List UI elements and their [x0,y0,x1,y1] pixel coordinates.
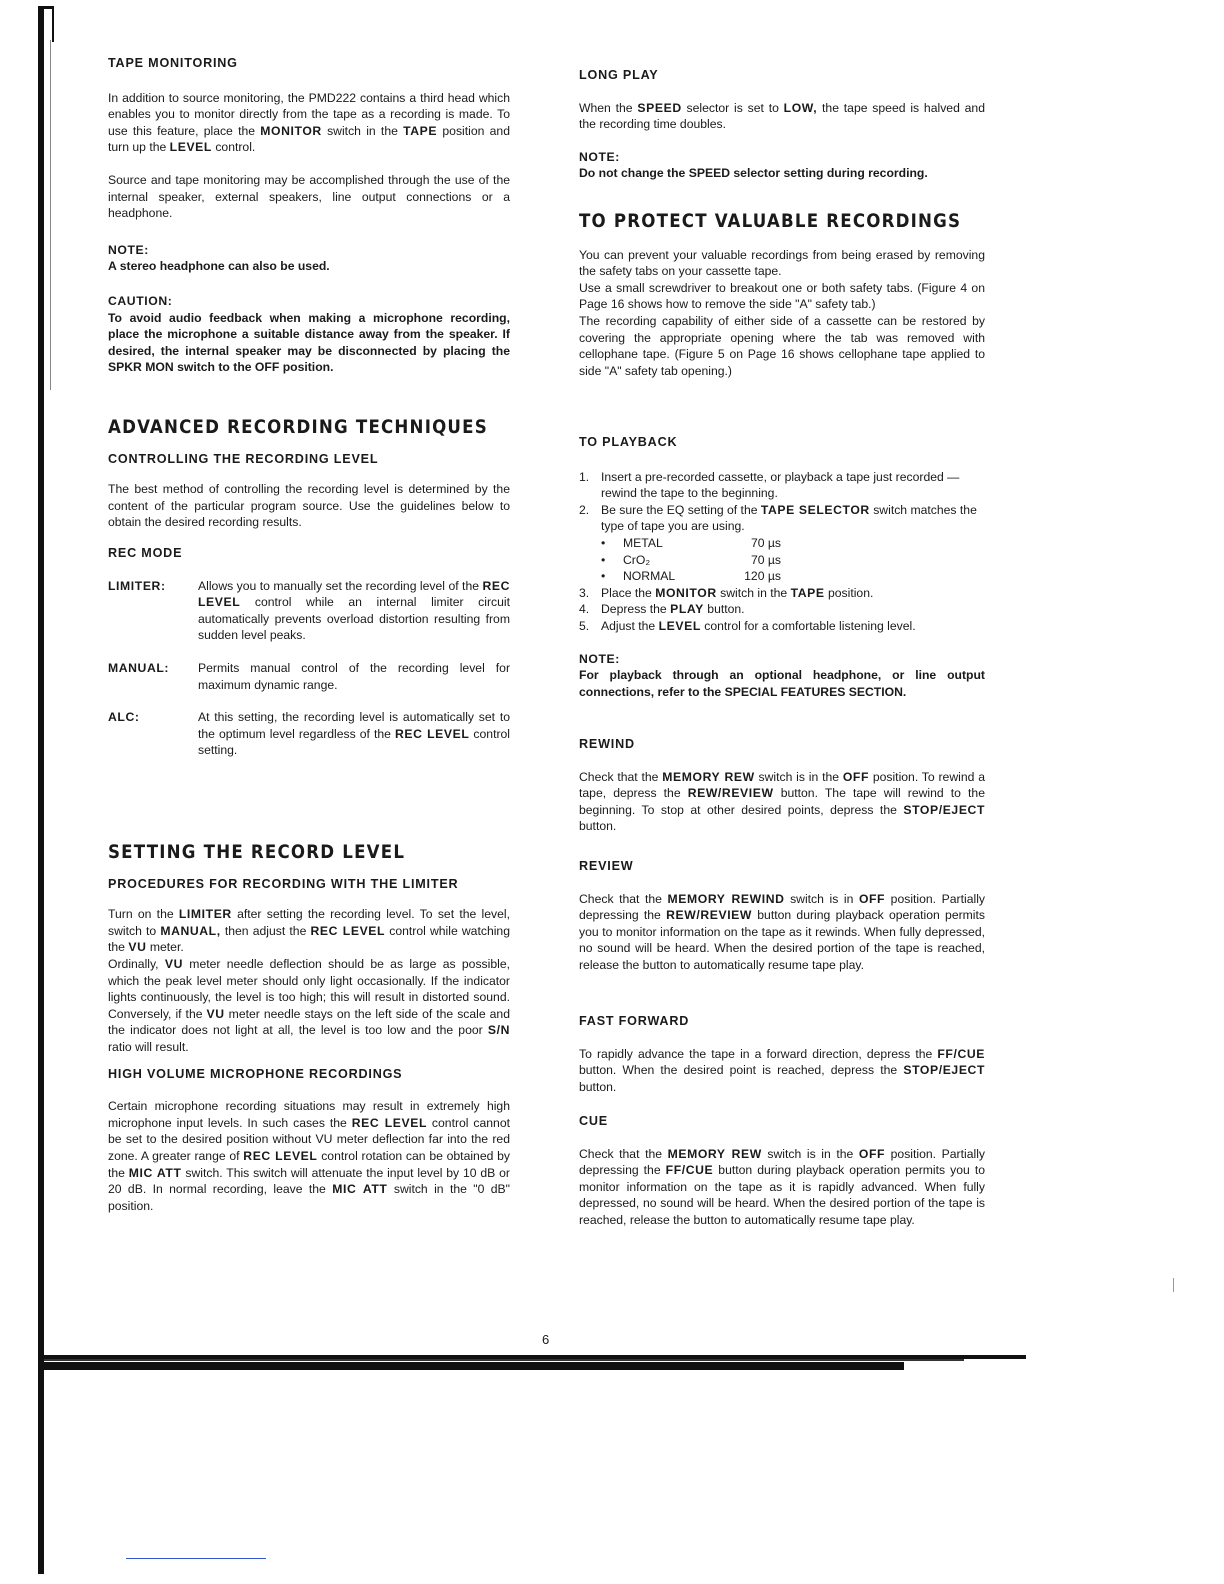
eq-item: • METAL 70 µs [601,535,781,550]
bottom-rule [44,1359,964,1361]
tape-monitoring-section [108,55,510,376]
protect-p1: You can prevent your valuable recordings from being erased by removing the safety tabs on your cassette tape. [579,247,985,279]
mode-desc: Allows you to manually set the recording level of the REC LEVEL control while an internal limiter circuit automatically prevents overload distortion resulting from sudden level peaks. [198,578,510,643]
protect-p3: The recording capability of either side of a cassette can be restored by covering the appropriate opening where the tab was removed with cellophane tape. (Figure 5 on Page 16 shows cellophane tape applied to side "A" safety tab opening.) [579,313,985,378]
note-label: NOTE: [108,242,149,257]
playback-step: 2. Be sure the EQ setting of the TAPE SELECTOR switch matches the type of tape you are using. [579,502,977,534]
mode-term: LIMITER: [108,578,166,593]
ff-section [579,1013,985,1095]
cue-p1: Check that the MEMORY REW switch is in the OFF position. Partially depressing the FF/CUE button during playback operation permits you to monitor information on the tape as it is rapidly advanced. When fully depressed, no sound will be heard. When the desired portion of the tape is reached, release the button to automatically resume tape play. [579,1146,985,1227]
page-number: 6 [542,1332,550,1347]
setting-heading: SETTING THE RECORD LEVEL [108,842,406,863]
setting-p3: Certain microphone recording situations may result in extremely high microphone input levels. In such cases the REC LEVEL control cannot be set to the desired position without VU meter deflection far into the red zone. A greater range of REC LEVEL control rotation can be obtained by the MIC ATT switch. This switch will attenuate the input level by 10 dB or 20 dB. In normal recording, leave the MIC ATT switch in the "0 dB" position. [108,1099,511,1213]
mode-desc: At this setting, the recording level is automatically set to the optimum level regardless of the REC LEVEL control setting. [198,710,511,758]
long-play-p1: When the SPEED selector is set to LOW, the tape speed is halved and the recording time doubles. [579,100,985,132]
bottom-rule [44,1362,904,1370]
controlling-level-p1: The best method of controlling the recording level is determined by the content of the particular program source. Use the guidelines below to obtain the desired recording results. [108,482,510,530]
note-label: NOTE: [579,149,620,164]
binding-shadow [50,40,51,390]
review-section [579,858,985,974]
ff-heading: FAST FORWARD [579,1014,690,1028]
note-label: NOTE: [579,651,620,666]
playback-step: 3. Place the MONITOR switch in the TAPE position. [579,585,874,600]
playback-section [579,434,985,700]
playback-step: 5. Adjust the LEVEL control for a comfortable listening level. [579,618,916,633]
setting-p2: Ordinally, VU meter needle deflection should be as large as possible, which the peak level meter should only light occasionally. If the indicator lights continuously, the level is too high; this will result in distorted sound. Conversely, if the VU meter needle stays on the left side of the scale and the indicator does not light at all, the level is too low and the poor S/N ratio will result. [108,956,510,1054]
note-text: Do not change the SPEED selector setting during recording. [579,166,928,181]
note-text: For playback through an optional headphone, or line output connections, refer to the SPECIAL FEATURES SECTION. [579,668,985,699]
ff-p1: To rapidly advance the tape in a forward direction, depress the FF/CUE button. When the desired point is reached, depress the STOP/EJECT button. [579,1046,985,1094]
limiter-procedures-heading: PROCEDURES FOR RECORDING WITH THE LIMITER [108,876,459,891]
binding-edge [38,6,44,1574]
eq-list [601,535,985,585]
tape-monitoring-p1: In addition to source monitoring, the PMD222 contains a third head which enables you to monitor directly from the tape as a recording is made. To use this feature, place the MONITOR switch in the TAPE position and turn up the LEVEL control. [108,90,510,155]
eq-item: • NORMAL 120 µs [601,569,781,584]
rewind-heading: REWIND [579,737,635,751]
rewind-p1: Check that the MEMORY REW switch is in the OFF position. To rewind a tape, depress the REW/REVIEW button. The tape will rewind to the beginning. To stop at other desired points, depress the STOP/EJECT button. [579,769,985,834]
tape-monitoring-heading: TAPE MONITORING [108,56,238,70]
mode-desc: Permits manual control of the recording level for maximum dynamic range. [198,660,510,692]
margin-mark [1173,1278,1174,1292]
review-p1: Check that the MEMORY REWIND switch is in OFF position. Partially depressing the REW/REVIEW button during playback operation permits you to monitor information on the tape as it rewinds. When fully depressed, no sound will be heard. When the desired portion of the tape is reached, release the button to automatically resume tape play. [579,891,985,972]
note-text: A stereo headphone can also be used. [108,259,330,274]
setting-section [108,842,511,1214]
review-heading: REVIEW [579,859,634,873]
tape-monitoring-p2: Source and tape monitoring may be accomplished through the use of the internal speaker, external speakers, line output connections or a headphone. [108,172,510,221]
high-volume-heading: HIGH VOLUME MICROPHONE RECORDINGS [108,1066,403,1081]
caution-text: To avoid audio feedback when making a microphone recording, place the microphone a suitable distance away from the speaker. If desired, the internal speaker may be disconnected by placing the SPKR MON switch to the OFF position. [108,310,510,375]
protect-section [579,211,985,379]
mode-alc [108,709,510,759]
playback-heading: TO PLAYBACK [579,435,678,449]
playback-steps [579,469,985,535]
advanced-section [108,417,511,759]
mode-manual [108,660,510,693]
footer-line [126,1558,266,1559]
caution-label: CAUTION: [108,293,173,308]
setting-p1: Turn on the LIMITER after setting the recording level. To set the level, switch to MANUAL, then adjust the REC LEVEL control while watching the VU meter. [108,907,510,955]
long-play-heading: LONG PLAY [579,68,659,82]
protect-p2: Use a small screwdriver to breakout one or both safety tabs. (Figure 4 on Page 16 shows how to remove the side "A" safety tab.) [579,280,985,312]
cue-section [579,1113,985,1229]
long-play-section [579,67,985,182]
playback-steps-cont [579,585,985,635]
rewind-section [579,736,985,835]
rec-mode-heading: REC MODE [108,545,183,560]
playback-step: 4. Depress the PLAY button. [579,602,745,617]
mode-term: ALC: [108,710,140,725]
controlling-level-heading: CONTROLLING THE RECORDING LEVEL [108,451,379,466]
binding-corner [44,6,54,42]
mode-term: MANUAL: [108,660,170,675]
protect-heading: TO PROTECT VALUABLE RECORDINGS [579,211,962,232]
mode-limiter [108,578,510,644]
advanced-heading: ADVANCED RECORDING TECHNIQUES [108,417,488,438]
eq-item: • CrO₂ 70 µs [601,552,781,567]
cue-heading: CUE [579,1114,608,1128]
playback-step: 1. Insert a pre-recorded cassette, or playback a tape just recorded — rewind the tape to the beginning. [579,469,960,501]
